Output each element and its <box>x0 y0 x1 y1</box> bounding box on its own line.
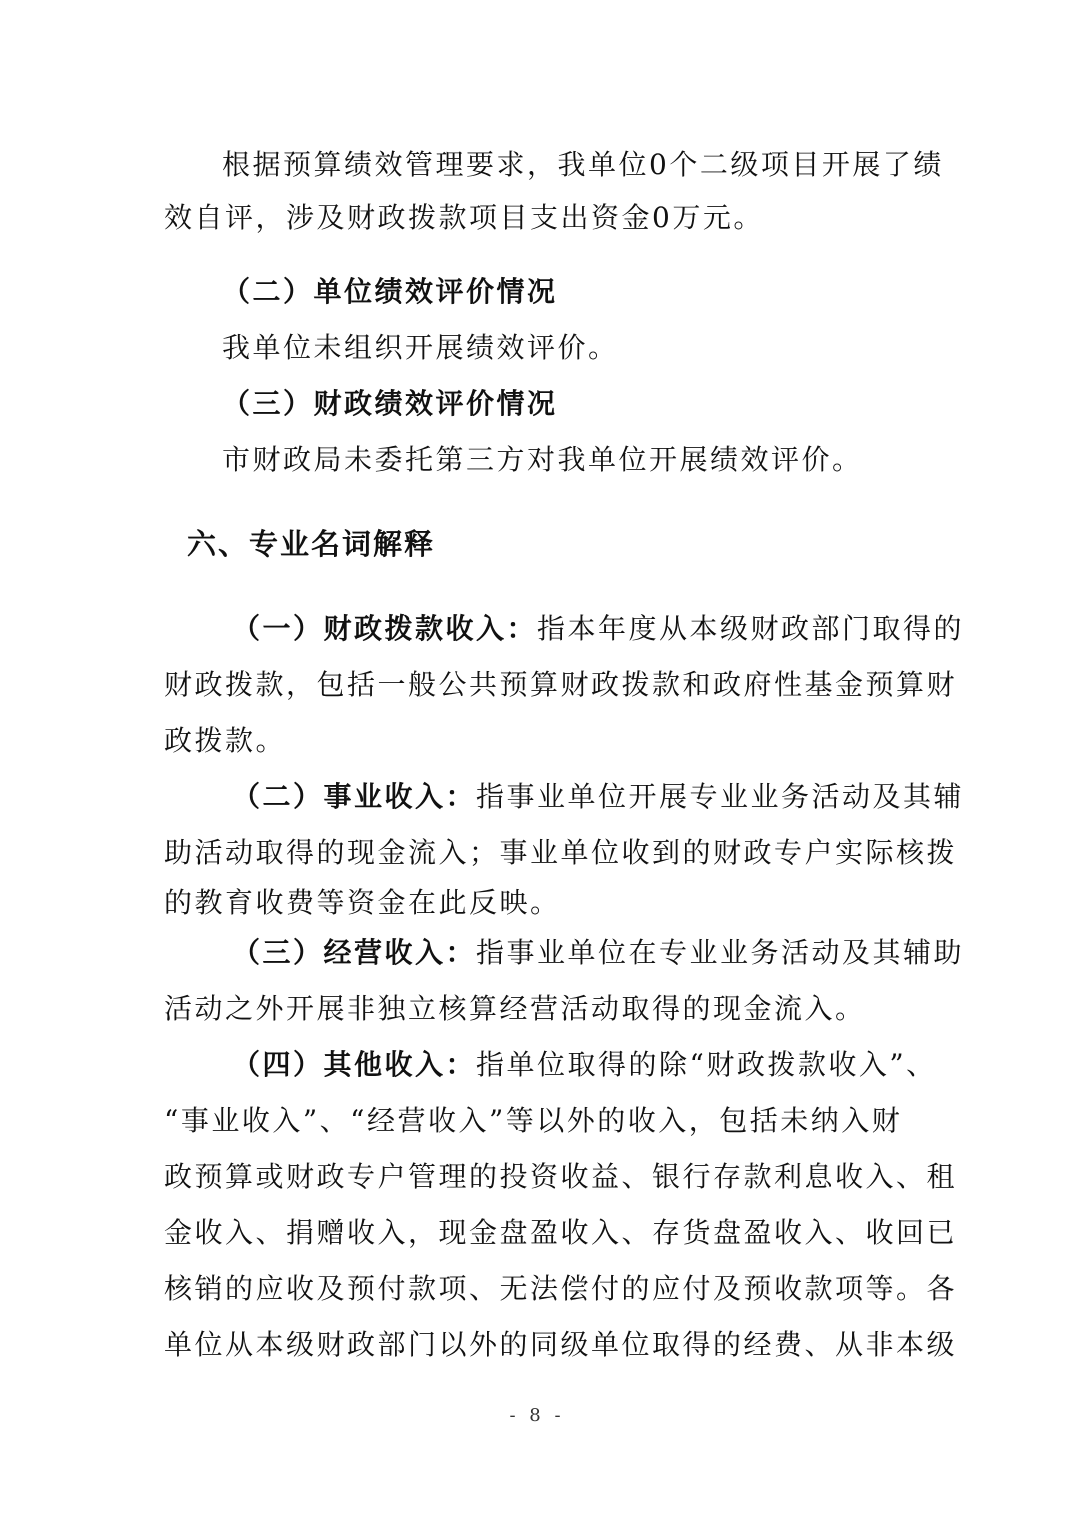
term-4-def-start: 指单位取得的除“财政拨款收入”、 <box>476 1048 937 1081</box>
self-eval-line-2: 效自评，涉及财政拨款项目支出资金0万元。 <box>164 201 764 234</box>
self-eval-line-1: 根据预算绩效管理要求，我单位0个二级项目开展了绩 <box>222 148 944 181</box>
term-2-label: （二）事业收入： <box>232 780 477 813</box>
term-3-line-2: 活动之外开展非独立核算经营活动取得的现金流入。 <box>164 992 866 1025</box>
term-2-line-1 <box>232 769 964 825</box>
term-4-line-2: “事业收入”、“经营收入”等以外的收入，包括未纳入财 <box>164 1104 903 1137</box>
finance-eval-heading: （三）财政绩效评价情况 <box>222 387 558 420</box>
page-number: - 8 - <box>509 1405 565 1426</box>
term-1-line-3: 政拨款。 <box>164 724 287 757</box>
unit-eval-text: 我单位未组织开展绩效评价。 <box>222 331 619 364</box>
term-1-line-2: 财政拨款，包括一般公共预算财政拨款和政府性基金预算财 <box>164 668 958 701</box>
term-3-def-start: 指事业单位在专业业务活动及其辅助 <box>476 936 965 969</box>
term-3-label: （三）经营收入： <box>232 936 477 969</box>
term-4-line-3: 政预算或财政专户管理的投资收益、银行存款利息收入、租 <box>164 1160 958 1193</box>
term-4-label: （四）其他收入： <box>232 1048 477 1081</box>
finance-eval-text: 市财政局未委托第三方对我单位开展绩效评价。 <box>222 443 863 476</box>
term-4-line-1 <box>232 1037 937 1093</box>
term-4-line-6: 单位从本级财政部门以外的同级单位取得的经费、从非本级 <box>164 1328 958 1361</box>
term-1-line-1 <box>232 601 964 657</box>
term-4-line-4: 金收入、捐赠收入，现金盘盈收入、存货盘盈收入、收回已 <box>164 1216 958 1249</box>
term-2-line-2: 助活动取得的现金流入；事业单位收到的财政专户实际核拨 <box>164 836 958 869</box>
term-3-line-1 <box>232 925 964 981</box>
term-1-label: （一）财政拨款收入： <box>232 612 538 645</box>
term-1-def-start: 指本年度从本级财政部门取得的 <box>537 612 965 645</box>
term-2-def-start: 指事业单位开展专业业务活动及其辅 <box>476 780 965 813</box>
section-6-title: 六、专业名词解释 <box>187 527 436 561</box>
term-2-line-3: 的教育收费等资金在此反映。 <box>164 886 561 919</box>
term-4-line-5: 核销的应收及预付款项、无法偿付的应付及预收款项等。各 <box>164 1272 958 1305</box>
unit-eval-heading: （二）单位绩效评价情况 <box>222 275 558 308</box>
